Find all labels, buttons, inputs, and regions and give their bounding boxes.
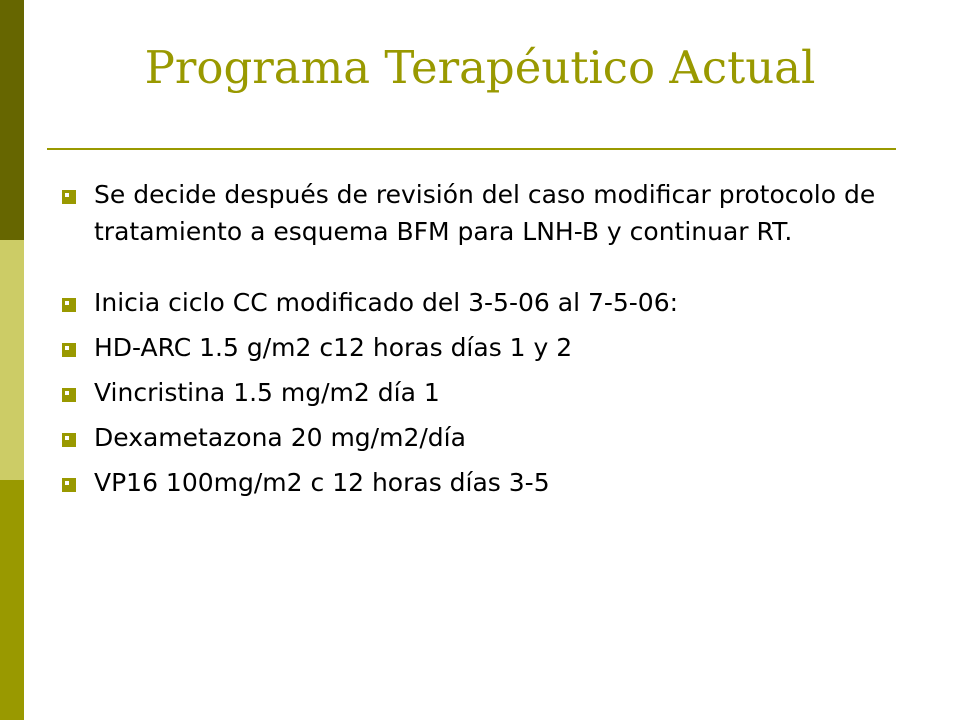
square-bullet-icon bbox=[62, 478, 76, 492]
list-item-text: HD-ARC 1.5 g/m2 c12 horas días 1 y 2 bbox=[94, 333, 573, 362]
list-item bbox=[62, 464, 882, 501]
list-item bbox=[62, 284, 882, 321]
square-bullet-icon bbox=[62, 388, 76, 402]
list-item-text: Dexametazona 20 mg/m2/día bbox=[94, 423, 466, 452]
bullet-list bbox=[62, 176, 882, 501]
square-bullet-icon bbox=[62, 433, 76, 447]
square-bullet-icon bbox=[62, 343, 76, 357]
sidebar-segment-middle bbox=[0, 240, 24, 480]
list-item-text: Inicia ciclo CC modificado del 3-5-06 al 7-5-06: bbox=[94, 288, 679, 317]
sidebar-decoration bbox=[0, 0, 24, 720]
square-bullet-icon bbox=[62, 298, 76, 312]
square-bullet-icon bbox=[62, 190, 76, 204]
list-item bbox=[62, 374, 882, 411]
list-item bbox=[62, 419, 882, 456]
sidebar-segment-bottom bbox=[0, 480, 24, 720]
list-item-text: VP16 100mg/m2 c 12 horas días 3-5 bbox=[94, 468, 550, 497]
list-item bbox=[62, 176, 882, 250]
page-title: Programa Terapéutico Actual bbox=[144, 41, 816, 94]
sidebar-segment-top bbox=[0, 0, 24, 240]
list-item-text: Vincristina 1.5 mg/m2 día 1 bbox=[94, 378, 440, 407]
title-divider bbox=[47, 148, 896, 150]
list-item bbox=[62, 329, 882, 366]
list-item-text: Se decide después de revisión del caso modificar protocolo de tratamiento a esquema BFM para LNH-B y continuar RT. bbox=[94, 180, 876, 246]
